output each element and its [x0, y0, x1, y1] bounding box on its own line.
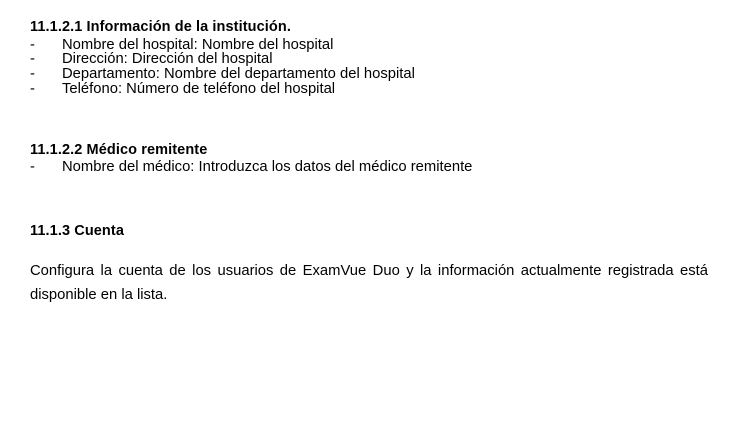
list-item-label: Nombre del hospital: Nombre del hospital [62, 36, 334, 53]
list-item [30, 82, 709, 97]
section-heading-medico-remitente: 11.1.2.2 Médico remitente [30, 141, 208, 158]
institution-fields-list [30, 38, 709, 97]
dash-bullet-icon: - [30, 80, 35, 97]
section-heading-institucion: 11.1.2.1 Información de la institución. [30, 19, 291, 35]
list-item [30, 160, 709, 175]
referring-doctor-fields-list [30, 160, 709, 175]
section-heading-cuenta: 11.1.3 Cuenta [30, 223, 124, 240]
list-item-label: Dirección: Dirección del hospital [62, 51, 273, 68]
section-paragraph-cuenta: Configura la cuenta de los usuarios de ExamVue Duo y la información actualmente registrada está disponible en la lista. [30, 262, 708, 303]
section-spacer [30, 175, 709, 222]
dash-bullet-icon: - [30, 51, 35, 68]
list-item [30, 52, 709, 67]
list-item-label: Nombre del médico: Introduzca los datos del médico remitente [62, 159, 473, 176]
dash-bullet-icon: - [30, 36, 35, 53]
list-item [30, 67, 709, 82]
list-item [30, 38, 709, 53]
dash-bullet-icon: - [30, 66, 35, 83]
list-item-label: Teléfono: Número de teléfono del hospital [62, 80, 336, 97]
dash-bullet-icon: - [30, 159, 35, 176]
section-spacer [30, 97, 709, 141]
list-item-label: Departamento: Nombre del departamento del hospital [62, 66, 415, 83]
